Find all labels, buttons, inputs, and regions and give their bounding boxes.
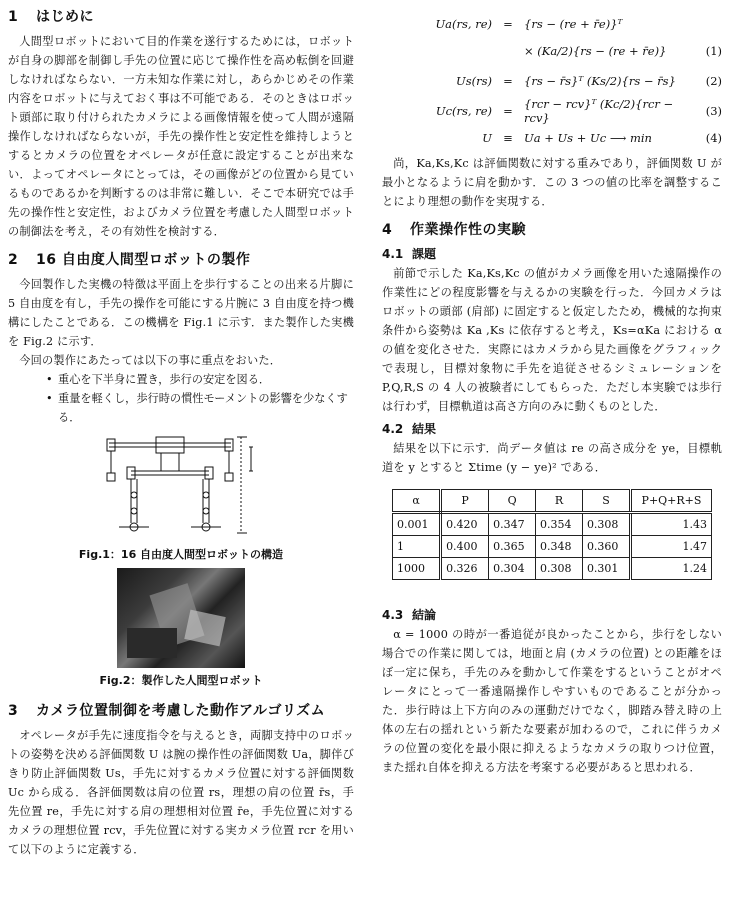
table-header: R [536,490,583,513]
table-cell: 1.24 [631,558,712,580]
section-number: 4 [382,222,393,238]
equation-row: Us(rs) = {rs − r̄s}ᵀ (Ks/2){rs − r̄s} (2) [456,74,722,88]
section-title: カメラ位置制御を考慮した動作アルゴリズム [36,703,326,719]
subsection-4-2-heading: 4.2 結果 [382,422,437,436]
section-title: はじめに [36,9,94,25]
table-cell: 0.301 [582,558,630,580]
list-item: • 重量を軽くし，歩行時の慣性モーメントの影響を少なくする． [58,389,354,427]
table-header: P+Q+R+S [631,490,712,513]
subsection-4-1-paragraph: 前節で示した Ka,Ks,Kc の値がカメラ画像を用いた遠隔操作の作業性にどの程度影響を与えるかの実験を行った．今回カメラはロボットの頭部 (肩部) に固定すると仮定したため，機械的な拘束条件から姿勢は Ka ,Ks に依存すると考え，Ks=αKa における α の値を変化させた．実際にはカメラから見た画像をグラフィックで表現し，目標対象物に手先を追従させるシミュレーションを P,Q,R,S の 4 人の被験者にしてもらった．ただし本実験では歩行は行わず，目標軌道は高さ方向のみに動くものとした． [382,267,722,413]
equation-row: Ua(rs, re) = {rs − (re + r̄e)}ᵀ [435,17,623,31]
table-cell: 0.400 [441,536,489,558]
table-cell: 0.365 [489,536,536,558]
section-title: 16 自由度人間型ロボットの製作 [36,252,251,268]
table-cell: 0.348 [536,536,583,558]
equation-row: U ≡ Ua + Us + Uc ⟶ min (4) [482,131,722,145]
table-cell: 0.354 [536,513,583,536]
right-column [382,6,722,777]
section-title: 作業操作性の実験 [410,222,526,238]
section-number: 3 [8,703,19,719]
section-2-paragraph-2: 今回の製作にあたっては以下の事に重点をおいた． [19,354,282,367]
emphasis-list [8,370,354,427]
section-3-paragraph-1: オペレータが手先に速度指令を与えるとき，両脚支持中のロボットの姿勢を決める評価関数 U は腕の操作性の評価関数 Ua，脚伴びきり防止評価関数 Us，手先に対するカメラ位置に対する評価関数 Uc から成る．各評価関数は肩の位置 rs，理想の肩の位置 r̄s，手先位置 re，手先に対する肩の理想相対位置 r̄e，手先位置に対するカメラの理想位置 rcv，手先位置に対する実カメラ位置 rcr を用いて以下のように定義する． [8,729,354,856]
subsection-4-2-paragraph: 結果を以下に示す．尚データ値は re の高さ成分を ye，目標軌道を y とすると Σtime (y − ye)² である． [382,442,722,474]
section-2-paragraph-1: 今回製作した実機の特徴は平面上を歩行することの出来る片脚に 5 自由度を有し，手先の操作を可能にする片腕に 3 自由度を持つ機構にしたことである．この機構を Fig.1 に示す．また製作した実機を Fig.2 に示す． [8,278,354,348]
table-cell: 1.43 [631,513,712,536]
subsection-4-1-heading: 4.1 課題 [382,247,437,261]
table-cell: 0.420 [441,513,489,536]
list-item: • 重心を下半身に置き，歩行の安定を図る． [58,370,354,389]
table-cell: 0.308 [582,513,630,536]
section-3-heading [8,700,354,720]
table-cell: 1 [393,536,441,558]
robot-photo [117,568,245,668]
section-1-heading [8,6,354,26]
table-header: α [393,490,441,513]
table-cell: 0.347 [489,513,536,536]
figure-1-caption: Fig.1：16 自由度人間型ロボットの構造 [78,548,284,561]
section-4-heading [382,219,722,239]
subsection-4-3-heading: 4.3 結論 [382,608,437,622]
equation-block [382,12,722,150]
table-cell: 1.47 [631,536,712,558]
figure-2 [8,568,354,688]
section-2-heading [8,249,354,269]
table-header: P [441,490,489,513]
section-3-paragraph-2: 尚，Ka,Ks,Kc は評価関数に対する重みであり，評価関数 U が最小となるように肩を動かす．この 3 つの値の比率を調整することにより理想の動作を実現する． [382,157,722,208]
subsection-4-3-paragraph: α = 1000 の時が一番追従が良かったことから，歩行をしない場合での作業に関しては，地面と肩 (カメラの位置) との距離をほぼ一定に保ち，手先のみを動かして作業をするということがオペレータにとって一番遠隔操作しやすいものであることが分かった．歩行時は上下方向のみの運動だけでなく，脚踏み替え時の上体の左右の揺れという新たな要素が加わるので，これに伴うカメラの位置の変化を最小限に抑えるようなカメラの取りつけ位置，また揺れ自体を抑える方法を考案する必要があると思われる． [382,628,722,774]
table-row [393,513,712,536]
section-1-paragraph: 人間型ロボットにおいて目的作業を遂行するためには，ロボットが自身の脚部を制御し手先の位置に応じて操作性を高め転倒を回避しなければならない．一方未知な作業に対し，あらかじめその作業内容をロボットに与えておく事は不可能である．そのときはロボット頭部に取り付けられたカメラによる画像情報を使って人間が遠隔操作しなければならないが，手先の操作性と安定性を維持しようとするとカメラの位置をオペレータが任意に設定することが出来ない．よってオペレータにとっては，その画像がどの位置から見ているものであるかを判断するのは非常に難しい．そこで本研究では手先の操作性と安定性，およびカメラ位置を考慮した人間型ロボットの制御法を考え，その有効性を検討する． [8,35,354,238]
table-cell: 0.304 [489,558,536,580]
left-column [8,6,354,859]
table-row [393,558,712,580]
table-cell: 0.360 [582,536,630,558]
table-cell: 0.001 [393,513,441,536]
table-header-row [393,490,712,513]
robot-structure-diagram [101,433,261,538]
table-cell: 0.326 [441,558,489,580]
figure-1 [8,433,354,562]
table-cell: 1000 [393,558,441,580]
table-header: Q [489,490,536,513]
section-number: 2 [8,252,19,268]
table-cell: 0.308 [536,558,583,580]
table-header: S [582,490,630,513]
figure-2-caption: Fig.2：製作した人間型ロボット [99,674,263,687]
table-row [393,536,712,558]
results-table [392,489,712,580]
section-number: 1 [8,9,19,25]
equation-row: Uc(rs, re) = {rcr − rcv}ᵀ (Kc/2){rcr − rcv} (3) [435,97,722,125]
equation-row: × (Ka/2){rs − (re + r̄e)} (1) [524,44,722,58]
